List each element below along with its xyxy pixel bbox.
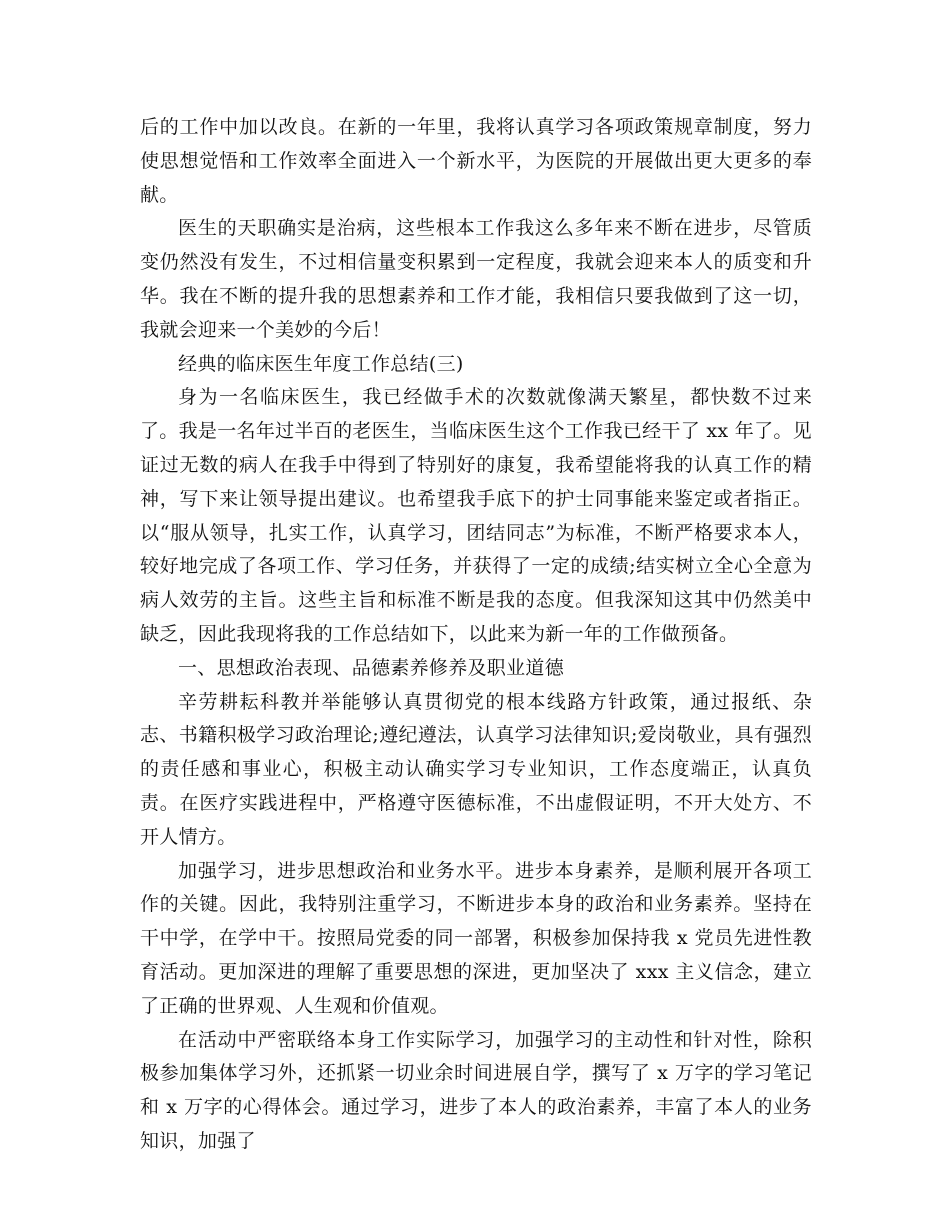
paragraph-continuation: 后的工作中加以改良。在新的一年里，我将认真学习各项政策规章制度，努力使思想觉悟和工作效率全面进入一个新水平，为医院的开展做出更大更多的奉献。 — [140, 116, 812, 206]
paragraph: 辛劳耕耘科教并举能够认真贯彻党的根本线路方针政策，通过报纸、杂志、书籍积极学习政治理论;遵纪遵法，认真学习法律知识;爱岗敬业，具有强烈的责任感和事业心，积极主动认确实学习专业知识，工作态度端正，认真负责。在医疗实践进程中，严格遵守医德标准，不出虚假证明，不开大处方、不开人情方。 — [140, 690, 812, 848]
subsection-heading: 一、思想政治表现、品德素养修养及职业道德 — [178, 656, 565, 679]
paragraph: 加强学习，进步思想政治和业务水平。进步本身素养，是顺利展开各项工作的关键。因此，我特别注重学习，不断进步本身的政治和业务素养。坚持在干中学，在学中干。按照局党委的同一部署，积极参加保持我 x 党员先进性教育活动。更加深进的理解了重要思想的深进，更加坚决了 xxx 主义信念，建立了正确的世界观、人生观和价值观。 — [140, 859, 812, 1017]
paragraph: 身为一名临床医生，我已经做手术的次数就像满天繁星，都快数不过来了。我是一名年过半百的老医生，当临床医生这个工作我已经干了 xx 年了。见证过无数的病人在我手中得到了特别好的康复，我希望能将我的认真工作的精神，写下来让领导提出建议。也希望我手底下的护士同事能来鉴定或者指正。以“服从领导，扎实工作，认真学习，团结同志”为标准，不断严格要求本人，较好地完成了各项工作、学习任务，并获得了一定的成绩;结实树立全心全意为病人效劳的主旨。这些主旨和标准不断是我的态度。但我深知这其中仍然美中缺乏，因此我现将我的工作总结如下，以此来为新一年的工作做预备。 — [140, 386, 812, 645]
paragraph: 医生的天职确实是治病，这些根本工作我这么多年来不断在进步，尽管质变仍然没有发生，不过相信量变积累到一定程度，我就会迎来本人的质变和升华。我在不断的提升我的思想素养和工作才能，我相信只要我做到了这一切，我就会迎来一个美妙的今后！ — [140, 217, 812, 341]
document-body — [140, 111, 812, 1159]
section-heading: 经典的临床医生年度工作总结(三) — [178, 352, 464, 375]
paragraph: 在活动中严密联络本身工作实际学习，加强学习的主动性和针对性，除积极参加集体学习外，还抓紧一切业余时间进展自学，撰写了 x 万字的学习笔记和 x 万字的心得体会。通过学习，进步了本人的政治素养，丰富了本人的业务知识，加强了 — [140, 1028, 812, 1152]
